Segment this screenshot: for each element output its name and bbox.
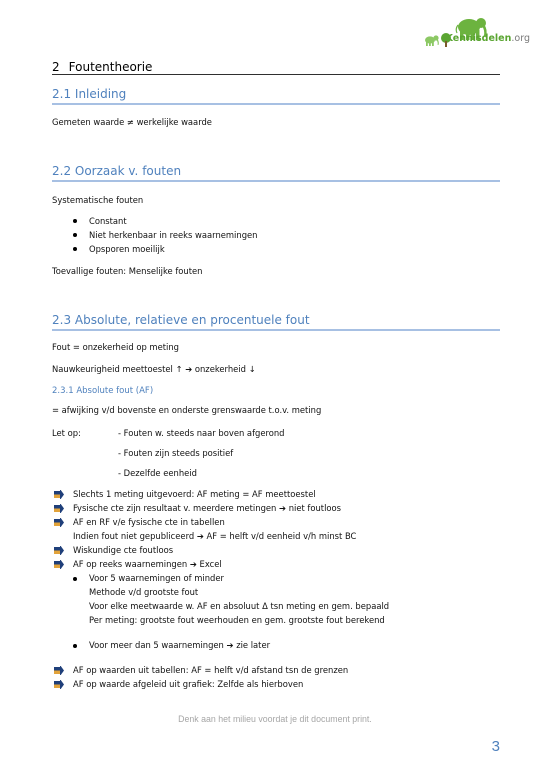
chapter-title: Foutentheorie [68, 60, 153, 74]
arrow-bullet-icon [54, 518, 64, 527]
arrow-list-item: Fysische cte zijn resultaat v. meerdere metingen ➔ niet foutloos [73, 503, 342, 513]
sub-bullet-line: Methode v/d grootste fout [89, 587, 199, 597]
sub-bullet-dot [73, 644, 77, 648]
arrow-bullet-icon [54, 546, 64, 555]
bullet-dot [73, 219, 77, 223]
elephant-logo-icon [420, 14, 530, 50]
section-heading-2-1: 2.1 Inleiding [52, 87, 127, 101]
arrow-list-item: AF op reeks waarnemingen ➔ Excel [73, 559, 222, 569]
arrow-bullet-icon [54, 560, 64, 569]
note-label: Let op: [52, 428, 81, 438]
subsection-heading-2-3-1: 2.3.1 Absolute fout (AF) [52, 386, 154, 396]
arrow-bullet-icon [54, 490, 64, 499]
note-item: - Fouten zijn steeds positief [118, 448, 234, 458]
chapter-rule [52, 74, 500, 75]
absolute-error-definition: = afwijking v/d bovenste en onderste grenswaarde t.o.v. meting [52, 405, 322, 415]
bullet-item: Constant [89, 216, 127, 226]
accuracy-line: Nauwkeurigheid meettoestel ↑ ➔ onzekerheid ↓ [52, 364, 256, 374]
kennisdelen-logo[interactable] [420, 14, 530, 50]
arrow-bullet-icon [54, 680, 64, 689]
sub-bullet-line: Voor elke meetwaarde w. AF en absoluut Δ tsn meting en gem. bepaald [89, 601, 390, 611]
sub-bullet-item: Voor 5 waarnemingen of minder [89, 573, 224, 583]
sub-bullet-item: Voor meer dan 5 waarnemingen ➔ zie later [89, 640, 271, 650]
arrow-list-item: AF en RF v/e fysische cte in tabellen [73, 517, 225, 527]
section-2-1-text: Gemeten waarde ≠ werkelijke waarde [52, 117, 212, 127]
random-errors-text: Toevallige fouten: Menselijke fouten [52, 266, 203, 276]
section-heading-2-3: 2.3 Absolute, relatieve en procentuele fout [52, 313, 310, 327]
chapter-heading [52, 60, 152, 74]
sub-bullet-dot [73, 577, 77, 581]
section-heading-2-2: 2.2 Oorzaak v. fouten [52, 164, 182, 178]
sub-bullet-line: Per meting: grootste fout weerhouden en gem. grootste fout berekend [89, 615, 385, 625]
page-number: 3 [491, 738, 500, 755]
arrow-list-item: AF op waarde afgeleid uit grafiek: Zelfde als hierboven [73, 679, 304, 689]
arrow-list-continuation: Indien fout niet gepubliceerd ➔ AF = helft v/d eenheid v/h minst BC [73, 531, 357, 541]
section-rule-2-1 [52, 103, 500, 105]
bullet-item: Opsporen moeilijk [89, 244, 165, 254]
bullet-item: Niet herkenbaar in reeks waarnemingen [89, 230, 258, 240]
systematic-errors-label: Systematische fouten [52, 195, 144, 205]
chapter-number: 2 [52, 60, 60, 74]
note-item: - Fouten w. steeds naar boven afgerond [118, 428, 285, 438]
bullet-dot [73, 233, 77, 237]
logo-text: Kennisdelen.org [445, 33, 530, 44]
footer-note: Denk aan het milieu voordat je dit document print. [178, 714, 372, 724]
arrow-list-item: Slechts 1 meting uitgevoerd: AF meting = AF meettoestel [73, 489, 316, 499]
section-rule-2-3 [52, 329, 500, 331]
bullet-dot [73, 247, 77, 251]
arrow-bullet-icon [54, 504, 64, 513]
arrow-list-item: Wiskundige cte foutloos [73, 545, 174, 555]
arrow-bullet-icon [54, 666, 64, 675]
arrow-list-item: AF op waarden uit tabellen: AF = helft v/d afstand tsn de grenzen [73, 665, 349, 675]
section-rule-2-2 [52, 180, 500, 182]
error-definition-line: Fout = onzekerheid op meting [52, 342, 179, 352]
note-item: - Dezelfde eenheid [118, 468, 197, 478]
